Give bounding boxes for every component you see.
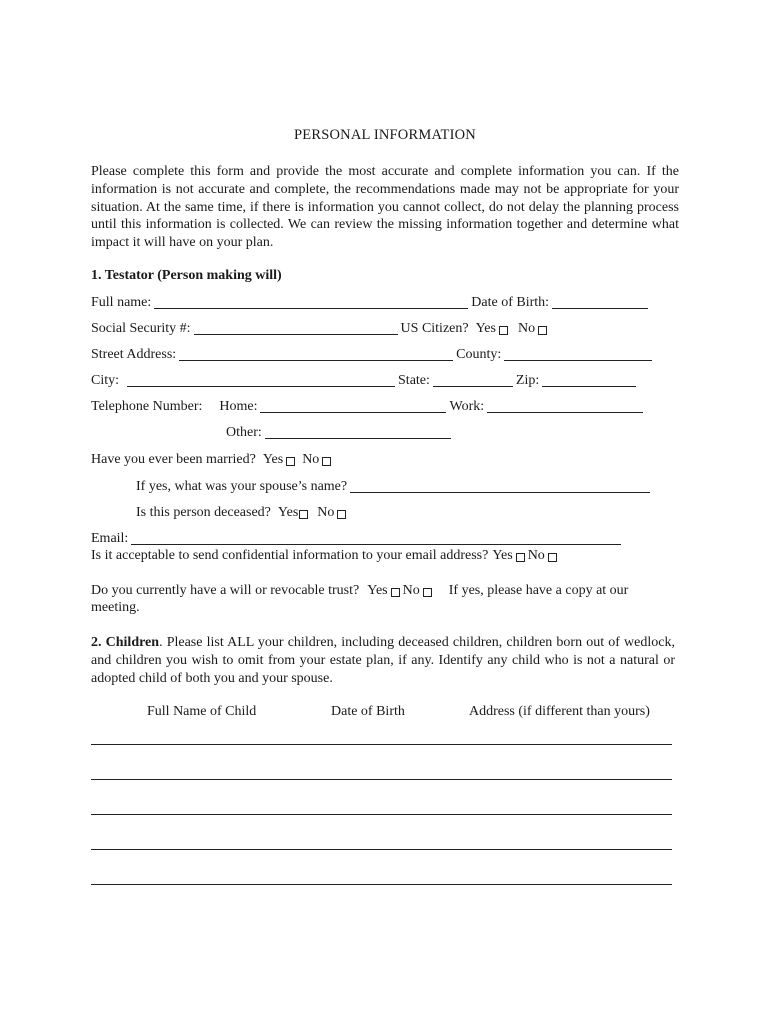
child-entry-line[interactable] — [91, 779, 672, 780]
column-header-child-name: Full Name of Child — [147, 704, 257, 719]
county-field[interactable] — [504, 348, 652, 361]
will-question-label: Do you currently have a will or revocable trust? — [91, 583, 360, 598]
section-2-heading: 2. Children — [91, 635, 160, 650]
city-row — [91, 372, 639, 390]
ssn-field[interactable] — [194, 322, 398, 335]
citizen-yes-checkbox[interactable] — [499, 326, 508, 335]
married-row — [91, 451, 334, 469]
section-2-text: . Please list ALL your children, including deceased children, children born out of wedlock, and children you wish to omit from your estate plan, if any. Identify any child who is not a natural or adopted child of both you and your spouse. — [91, 635, 675, 686]
dob-label: Date of Birth: — [471, 295, 550, 310]
will-copy-note: If yes, please have a copy at our — [448, 583, 629, 598]
state-label: State: — [398, 373, 430, 388]
deceased-label: Is this person deceased? — [136, 505, 271, 520]
zip-label: Zip: — [515, 373, 540, 388]
other-phone-field[interactable] — [265, 426, 451, 439]
child-entry-line[interactable] — [91, 884, 672, 885]
deceased-yes-label: Yes — [277, 505, 299, 520]
city-field[interactable] — [127, 374, 395, 387]
email-row — [91, 530, 624, 548]
meeting-row — [91, 599, 140, 617]
email-ok-label: Is it acceptable to send confidential information to your email address? — [91, 548, 489, 563]
page-title: PERSONAL INFORMATION — [294, 127, 476, 143]
meeting-text: meeting. — [91, 600, 140, 615]
citizen-no-checkbox[interactable] — [538, 326, 547, 335]
citizen-no-label: No — [517, 321, 536, 336]
will-row — [91, 582, 628, 600]
spouse-name-field[interactable] — [350, 480, 650, 493]
ssn-row — [91, 320, 550, 338]
child-entry-line[interactable] — [91, 744, 672, 745]
telephone-row — [91, 398, 646, 416]
home-phone-label: Home: — [219, 399, 258, 414]
will-yes-checkbox[interactable] — [391, 588, 400, 597]
child-entry-line[interactable] — [91, 814, 672, 815]
citizen-label: US Citizen? — [400, 321, 469, 336]
will-no-label: No — [402, 583, 420, 598]
married-no-label: No — [302, 452, 320, 467]
deceased-no-label: No — [317, 505, 335, 520]
email-field[interactable] — [131, 532, 621, 545]
child-entry-line[interactable] — [91, 849, 672, 850]
will-yes-label: Yes — [367, 583, 388, 598]
dob-field[interactable] — [552, 296, 648, 309]
full-name-field[interactable] — [154, 296, 468, 309]
telephone-label: Telephone Number: — [91, 399, 203, 414]
email-ok-row — [91, 547, 560, 565]
email-ok-yes-label: Yes — [492, 548, 513, 563]
home-phone-field[interactable] — [260, 400, 446, 413]
citizen-yes-label: Yes — [475, 321, 496, 336]
column-header-dob: Date of Birth — [331, 704, 405, 719]
county-label: County: — [456, 347, 502, 362]
zip-field[interactable] — [542, 374, 636, 387]
married-no-checkbox[interactable] — [322, 457, 331, 466]
will-no-checkbox[interactable] — [423, 588, 432, 597]
other-phone-label: Other: — [226, 425, 262, 440]
work-phone-field[interactable] — [487, 400, 643, 413]
email-ok-yes-checkbox[interactable] — [516, 553, 525, 562]
city-label: City: — [91, 373, 120, 388]
email-ok-no-label: No — [527, 548, 545, 563]
other-phone-row — [226, 424, 454, 442]
street-label: Street Address: — [91, 347, 177, 362]
address-row — [91, 346, 655, 364]
married-yes-label: Yes — [262, 452, 284, 467]
email-label: Email: — [91, 531, 129, 546]
full-name-label: Full name: — [91, 295, 152, 310]
column-header-address: Address (if different than yours) — [469, 704, 650, 719]
work-phone-label: Work: — [449, 399, 485, 414]
spouse-name-label: If yes, what was your spouse’s name? — [136, 479, 348, 494]
married-yes-checkbox[interactable] — [286, 457, 295, 466]
full-name-row — [91, 294, 651, 312]
spouse-name-row — [136, 478, 653, 496]
deceased-row — [136, 504, 349, 522]
section-1-heading: 1. Testator (Person making will) — [91, 268, 282, 283]
intro-paragraph: Please complete this form and provide the most accurate and complete information you can. If the information is not accurate and complete, the recommendations made may not be appropriate for your situation. At the same time, if there is information you cannot collect, do not delay the planning process until this information is collected. We can review the missing information together and determine what impact it will have on your plan. — [91, 164, 679, 251]
street-field[interactable] — [179, 348, 453, 361]
married-label: Have you ever been married? — [91, 452, 256, 467]
deceased-no-checkbox[interactable] — [337, 510, 346, 519]
email-ok-no-checkbox[interactable] — [548, 553, 557, 562]
state-field[interactable] — [433, 374, 513, 387]
ssn-label: Social Security #: — [91, 321, 191, 336]
section-2-paragraph — [91, 634, 675, 687]
deceased-yes-checkbox[interactable] — [299, 510, 308, 519]
